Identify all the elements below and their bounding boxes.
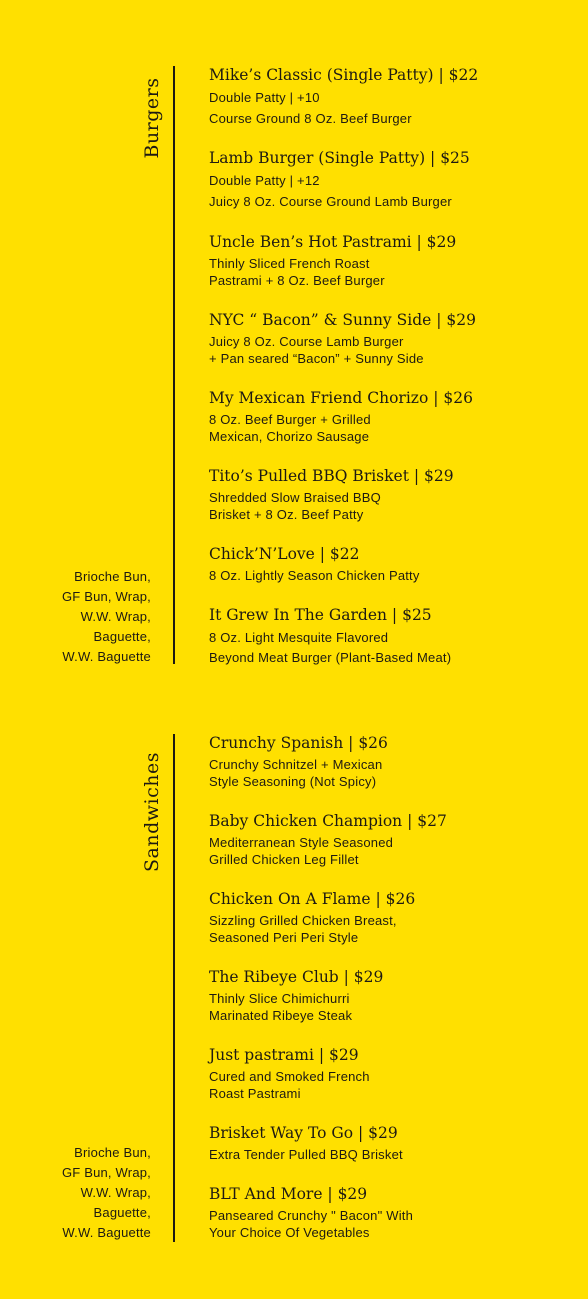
menu-item-desc: Course Ground 8 Oz. Beef Burger — [209, 111, 412, 126]
menu-item — [209, 146, 579, 210]
menu-item-title: Crunchy Spanish | $26 — [209, 734, 388, 752]
menu-item-desc: Mexican, Chorizo Sausage — [209, 429, 370, 444]
sandwiches-divider — [173, 734, 175, 1242]
menu-item-desc: Shredded Slow Braised BBQ — [209, 490, 381, 505]
menu-item — [209, 809, 579, 868]
menu-item — [209, 464, 579, 523]
menu-item-desc: Beyond Meat Burger (Plant-Based Meat) — [209, 650, 452, 665]
sandwiches-title: Sandwiches — [141, 752, 163, 872]
menu-item-desc: 8 Oz. Lightly Season Chicken Patty — [209, 568, 420, 583]
menu-item-desc: Your Choice Of Vegetables — [209, 1225, 370, 1240]
menu-item — [209, 887, 579, 946]
burgers-title: Burgers — [141, 77, 163, 159]
menu-item — [209, 1043, 579, 1102]
menu-item-title: My Mexican Friend Chorizo | $26 — [209, 389, 473, 407]
menu-item-desc: + Pan seared “Bacon” + Sunny Side — [209, 351, 424, 366]
bread-option: Baguette, — [93, 1205, 151, 1220]
menu-item-desc: Style Seasoning (Not Spicy) — [209, 774, 377, 789]
menu-item-desc: Sizzling Grilled Chicken Breast, — [209, 913, 397, 928]
menu-item — [209, 542, 579, 584]
menu-item-desc: Juicy 8 Oz. Course Ground Lamb Burger — [209, 194, 452, 209]
menu-item-desc: Pastrami + 8 Oz. Beef Burger — [209, 273, 385, 288]
menu-item-desc: Extra Tender Pulled BBQ Brisket — [209, 1147, 403, 1162]
menu-item-option: Double Patty | +12 — [209, 173, 320, 188]
bread-option: Baguette, — [93, 629, 151, 644]
bread-option: W.W. Baguette — [62, 1225, 151, 1240]
menu-item — [209, 1121, 579, 1163]
menu-item — [209, 965, 579, 1024]
bread-option: Brioche Bun, — [74, 569, 151, 584]
menu-item-title: BLT And More | $29 — [209, 1185, 368, 1203]
menu-item-desc: Mediterranean Style Seasoned — [209, 835, 394, 850]
menu-item-desc: Thinly Sliced French Roast — [209, 256, 370, 271]
menu-item-option: Double Patty | +10 — [209, 90, 320, 105]
bread-option: GF Bun, Wrap, — [61, 1165, 151, 1180]
menu-item — [209, 230, 579, 289]
menu-item-desc: Panseared Crunchy " Bacon" With — [209, 1208, 414, 1223]
menu-item-title: Brisket Way To Go | $29 — [209, 1124, 398, 1142]
menu-item — [209, 603, 579, 668]
menu-item — [209, 1182, 579, 1241]
menu-item-desc: 8 Oz. Light Mesquite Flavored — [209, 630, 389, 645]
menu-item-title: Uncle Ben’s Hot Pastrami | $29 — [209, 233, 457, 251]
menu-item-desc: Thinly Slice Chimichurri — [209, 991, 350, 1006]
menu-item — [209, 386, 579, 445]
bread-option: W.W. Wrap, — [80, 609, 151, 624]
menu-item-desc: Roast Pastrami — [209, 1086, 301, 1101]
menu-item-title: Lamb Burger (Single Patty) | $25 — [209, 149, 470, 167]
menu-item-desc: Marinated Ribeye Steak — [209, 1008, 353, 1023]
menu-item-desc: Brisket + 8 Oz. Beef Patty — [209, 507, 364, 522]
menu-item-title: Tito’s Pulled BBQ Brisket | $29 — [209, 467, 454, 485]
burgers-divider — [173, 66, 175, 664]
bread-option: W.W. Wrap, — [80, 1185, 151, 1200]
bread-option: GF Bun, Wrap, — [61, 589, 151, 604]
menu-item — [209, 63, 579, 127]
menu-item-desc: 8 Oz. Beef Burger + Grilled — [209, 412, 371, 427]
menu-item-title: Chick’N’Love | $22 — [209, 545, 360, 563]
menu-item-desc: Crunchy Schnitzel + Mexican — [209, 757, 383, 772]
menu-item-title: NYC “ Bacon” & Sunny Side | $29 — [209, 311, 476, 329]
menu-item-title: Just pastrami | $29 — [209, 1046, 359, 1064]
sandwiches-bread-options — [62, 1143, 151, 1243]
menu-item-title: It Grew In The Garden | $25 — [209, 606, 432, 624]
bread-option: W.W. Baguette — [62, 649, 151, 664]
burgers-bread-options — [62, 567, 151, 667]
menu-item-title: Chicken On A Flame | $26 — [209, 890, 416, 908]
menu-item-title: The Ribeye Club | $29 — [209, 968, 384, 986]
menu-item-title: Mike’s Classic (Single Patty) | $22 — [209, 66, 479, 84]
bread-option: Brioche Bun, — [74, 1145, 151, 1160]
menu-item-desc: Cured and Smoked French — [209, 1069, 370, 1084]
menu-item — [209, 308, 579, 367]
menu-item-desc: Juicy 8 Oz. Course Lamb Burger — [209, 334, 404, 349]
menu-item-desc: Seasoned Peri Peri Style — [209, 930, 359, 945]
menu-item — [209, 731, 579, 790]
menu-item-desc: Grilled Chicken Leg Fillet — [209, 852, 359, 867]
menu-item-title: Baby Chicken Champion | $27 — [209, 812, 447, 830]
